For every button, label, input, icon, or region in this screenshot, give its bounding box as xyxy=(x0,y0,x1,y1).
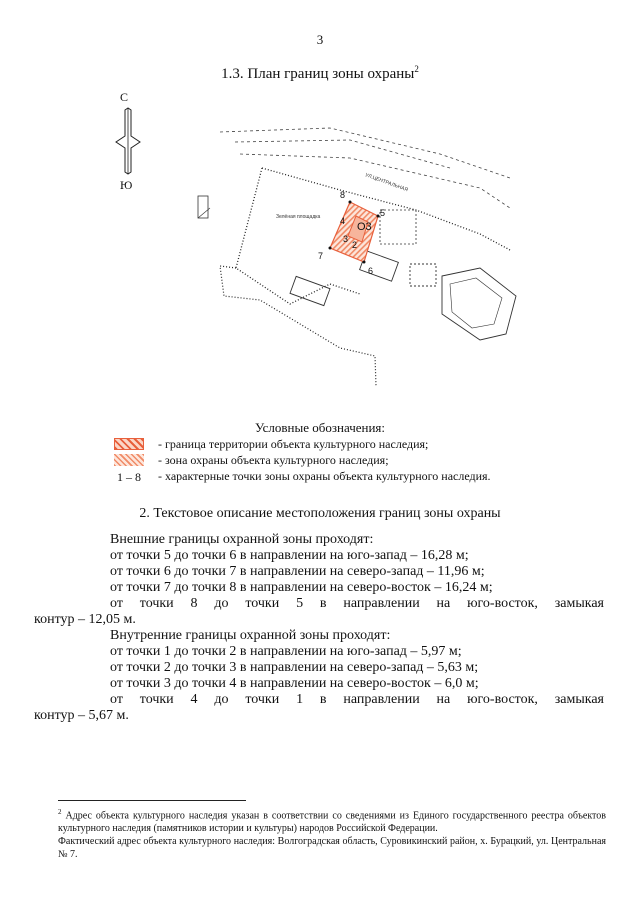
legend-item-border xyxy=(114,436,428,452)
outer-last-line: от точки 8 до точки 5 в направлении на юго-восток, замыкая xyxy=(110,596,604,611)
point-label: 6 xyxy=(368,266,374,276)
point-label: 3 xyxy=(343,234,349,244)
footnote-1 xyxy=(58,806,606,835)
inner-line: от точки 2 до точки 3 в направлении на северо-запад – 5,63 м; xyxy=(110,660,479,675)
street-label: УЛ.ЦЕНТРАЛЬНАЯ xyxy=(364,172,409,194)
border-swatch-icon xyxy=(114,438,144,450)
footnote-divider xyxy=(58,800,246,801)
footnote-2: Фактический адрес объекта культурного наследия: Волгоградская область, Суровикинский район, х. Бурацкий, ул. Центральная № 7. xyxy=(58,836,606,861)
footnote-ref: 2 xyxy=(414,64,419,74)
legend-item-text: - характерные точки зоны охраны объекта культурного наследия. xyxy=(158,468,491,483)
outer-line: от точки 5 до точки 6 в направлении на юго-запад – 16,28 м; xyxy=(110,548,469,563)
outer-last-line-cont: контур – 12,05 м. xyxy=(34,612,136,627)
inner-line: от точки 1 до точки 2 в направлении на юго-запад – 5,97 м; xyxy=(110,644,462,659)
compass-north-label: С xyxy=(120,90,129,104)
legend-item-zone xyxy=(114,452,389,468)
legend-item-text: - зона охраны объекта культурного наследия; xyxy=(158,452,389,467)
outer-line: от точки 7 до точки 8 в направлении на северо-восток – 16,24 м; xyxy=(110,580,493,595)
inner-last-line: от точки 4 до точки 1 в направлении на юго-восток, замыкая xyxy=(110,692,604,707)
section-title: 2. Текстовое описание местоположения границ зоны охраны xyxy=(139,506,501,521)
legend-item-text: - граница территории объекта культурного наследия; xyxy=(158,436,429,451)
point-label: 2 xyxy=(352,240,358,250)
object-label: О3 xyxy=(357,221,372,233)
square-label xyxy=(276,214,321,220)
plan-heading xyxy=(0,64,640,83)
legend-item-points xyxy=(114,468,491,484)
compass-south-label: Ю xyxy=(120,178,133,192)
square-label-text: Зелёная площадка xyxy=(276,214,321,220)
outer-heading: Внешние границы охранной зоны проходят: xyxy=(110,532,374,547)
point-label: 5 xyxy=(380,208,386,218)
point-label: 7 xyxy=(318,251,324,261)
outer-line: от точки 6 до точки 7 в направлении на северо-запад – 11,96 м; xyxy=(110,564,485,579)
zone-swatch-icon xyxy=(114,454,144,466)
legend-title: Условные обозначения: xyxy=(254,420,386,435)
footnotes xyxy=(58,806,606,861)
legend-item-symbol: 1 – 8 xyxy=(117,470,141,484)
point-label: 4 xyxy=(340,216,346,226)
inner-line: от точки 3 до точки 4 в направлении на северо-восток – 6,0 м; xyxy=(110,676,479,691)
inner-heading: Внутренние границы охранной зоны проходят: xyxy=(110,628,391,643)
inner-last-line-cont: контур – 5,67 м. xyxy=(34,708,129,723)
site-plan-map xyxy=(180,118,550,398)
footnote-1-text: Адрес объекта культурного наследия указан в соответствии со сведениями из Единого государственного реестра объектов культурного наследия (памятников истории и культуры) народов Российской Федерации. xyxy=(58,810,607,835)
page-number: 3 xyxy=(316,32,324,47)
point-label: 8 xyxy=(340,190,346,200)
compass xyxy=(108,90,148,200)
plan-heading-text: 1.3. План границ зоны охраны xyxy=(221,66,415,82)
footnote-mark: 2 xyxy=(58,808,62,816)
boundary-description xyxy=(34,532,604,724)
